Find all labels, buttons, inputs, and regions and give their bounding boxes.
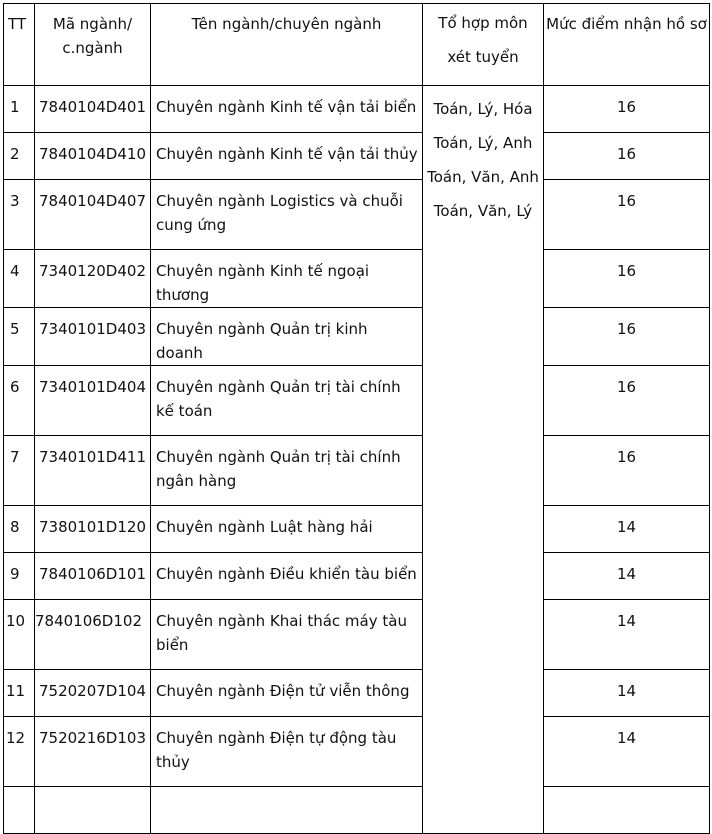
row-code: 7520216D103 <box>35 717 151 787</box>
row-code: 7840106D102 <box>35 600 151 670</box>
row-code: 7340101D411 <box>35 436 151 506</box>
row-name: Chuyên ngành Điều khiển tàu biển <box>151 553 423 600</box>
row-name: Chuyên ngành Kinh tế vận tải thủy <box>151 133 423 180</box>
header-combo-line2: xét tuyển <box>447 48 519 66</box>
row-code: 7380101D120 <box>35 506 151 553</box>
row-tt: 6 <box>4 366 35 436</box>
header-code-line2: c.ngành <box>62 39 123 57</box>
table-row <box>4 600 710 670</box>
combination-item: Toán, Lý, Hóa <box>433 100 533 118</box>
table-row-partial <box>4 787 710 834</box>
row-tt: 1 <box>4 86 35 133</box>
row-name: Chuyên ngành Luật hàng hải <box>151 506 423 553</box>
row-tt: 7 <box>4 436 35 506</box>
table-row <box>4 553 710 600</box>
row-name: Chuyên ngành Điện tử viễn thông <box>151 670 423 717</box>
row-name: Chuyên ngành Logistics và chuỗi cung ứng <box>151 180 423 250</box>
row-tt: 9 <box>4 553 35 600</box>
table-row <box>4 180 710 250</box>
combination-item: Toán, Văn, Anh <box>427 168 539 186</box>
table-row <box>4 250 710 308</box>
combination-cell <box>423 86 544 834</box>
row-name: Chuyên ngành Kinh tế vận tải biển <box>151 86 423 133</box>
row-score: 16 <box>544 86 710 133</box>
row-name: Chuyên ngành Điện tự động tàu thủy <box>151 717 423 787</box>
admission-table-container <box>3 3 709 771</box>
row-tt: 4 <box>4 250 35 308</box>
row-code: 7340101D404 <box>35 366 151 436</box>
row-name: Chuyên ngành Quản trị tài chính ngân hàng <box>151 436 423 506</box>
empty-cell <box>151 787 423 834</box>
header-combo <box>423 4 544 86</box>
row-tt: 2 <box>4 133 35 180</box>
header-score: Mức điểm nhận hồ sơ <box>544 4 710 86</box>
header-tt: TT <box>4 4 35 86</box>
row-code: 7340101D403 <box>35 308 151 366</box>
combination-item: Toán, Văn, Lý <box>433 202 533 220</box>
table-row <box>4 86 710 133</box>
table-row <box>4 308 710 366</box>
row-score: 16 <box>544 250 710 308</box>
row-score: 14 <box>544 600 710 670</box>
row-score: 16 <box>544 133 710 180</box>
empty-cell <box>544 787 710 834</box>
row-tt: 8 <box>4 506 35 553</box>
header-code-line1: Mã ngành/ <box>52 15 133 33</box>
row-code: 7840104D410 <box>35 133 151 180</box>
table-row <box>4 133 710 180</box>
row-code: 7340120D402 <box>35 250 151 308</box>
row-tt: 10 <box>4 600 35 670</box>
row-score: 16 <box>544 180 710 250</box>
row-score: 14 <box>544 717 710 787</box>
table-row <box>4 366 710 436</box>
table-row <box>4 436 710 506</box>
row-code: 7520207D104 <box>35 670 151 717</box>
table-row <box>4 717 710 787</box>
row-tt: 11 <box>4 670 35 717</box>
header-name: Tên ngành/chuyên ngành <box>151 4 423 86</box>
row-score: 16 <box>544 308 710 366</box>
empty-cell <box>35 787 151 834</box>
table-row <box>4 670 710 717</box>
header-combo-line1: Tổ hợp môn <box>438 14 528 32</box>
header-code <box>35 4 151 86</box>
admission-table <box>3 3 710 834</box>
row-name: Chuyên ngành Kinh tế ngoại thương <box>151 250 423 308</box>
row-name: Chuyên ngành Khai thác máy tàu biển <box>151 600 423 670</box>
row-tt: 3 <box>4 180 35 250</box>
row-code: 7840104D407 <box>35 180 151 250</box>
row-tt: 5 <box>4 308 35 366</box>
row-code: 7840106D101 <box>35 553 151 600</box>
row-score: 14 <box>544 506 710 553</box>
row-score: 16 <box>544 436 710 506</box>
combination-item: Toán, Lý, Anh <box>433 134 533 152</box>
row-tt: 12 <box>4 717 35 787</box>
row-score: 14 <box>544 670 710 717</box>
empty-cell <box>4 787 35 834</box>
row-score: 16 <box>544 366 710 436</box>
row-name: Chuyên ngành Quản trị kinh doanh <box>151 308 423 366</box>
table-row <box>4 506 710 553</box>
header-row <box>4 4 710 86</box>
row-score: 14 <box>544 553 710 600</box>
row-name: Chuyên ngành Quản trị tài chính kế toán <box>151 366 423 436</box>
row-code: 7840104D401 <box>35 86 151 133</box>
